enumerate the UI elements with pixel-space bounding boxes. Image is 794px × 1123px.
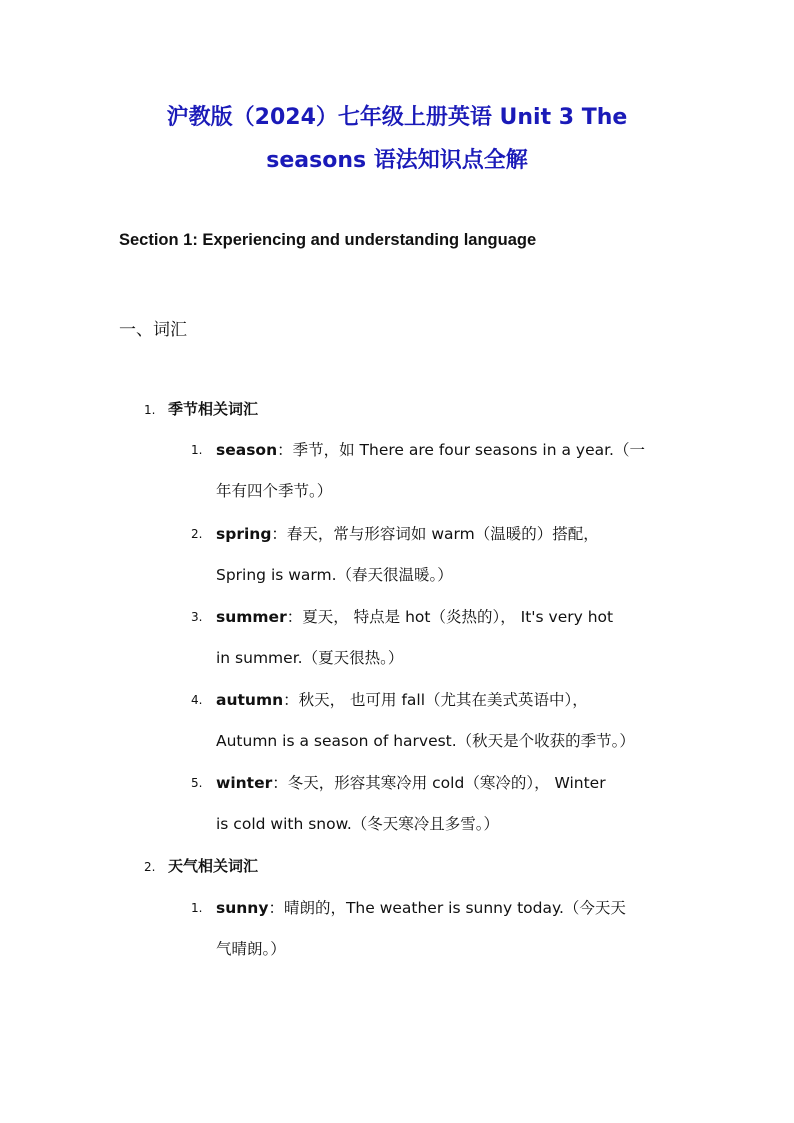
vocab-definition-continued: Autumn is a season of harvest.（秋天是个收获的季节。） <box>216 732 635 750</box>
vocab-definition: ：冬天，形容其寒冷用 cold（寒冷的）， Winter <box>272 774 606 792</box>
list-item <box>191 430 691 512</box>
vocab-definition-continued: Spring is warm.（春天很温暖。） <box>216 566 453 584</box>
list-number: 1. <box>144 403 156 417</box>
vocab-definition-continued: 年有四个季节。） <box>216 482 333 500</box>
category-heading-weather <box>144 855 258 876</box>
vocab-term: spring <box>216 525 272 543</box>
vocab-definition-continued: 气晴朗。） <box>216 940 286 958</box>
vocab-definition: ：季节，如 There are four seasons in a year.（一 <box>277 441 645 459</box>
document-title-line-2: seasons 语法知识点全解 <box>266 148 528 173</box>
section-heading: Section 1: Experiencing and understanding language <box>119 231 537 249</box>
category-heading-seasons <box>144 398 258 419</box>
vocab-definition: ：秋天， 也可用 fall（尤其在美式英语中）， <box>283 691 588 709</box>
vocab-term: winter <box>216 774 273 792</box>
vocab-definition: ：晴朗的，The weather is sunny today.（今天天 <box>268 899 626 917</box>
vocab-term: summer <box>216 608 287 626</box>
category-label: 季节相关词汇 <box>168 400 259 418</box>
list-item <box>191 597 691 679</box>
list-item <box>191 888 691 970</box>
list-item <box>191 763 691 845</box>
part-heading: 一、词汇 <box>119 320 187 340</box>
vocab-term: sunny <box>216 899 269 917</box>
list-item <box>191 514 691 596</box>
list-number: 5. <box>191 776 203 790</box>
vocab-definition-continued: in summer.（夏天很热。） <box>216 649 404 667</box>
list-number: 3. <box>191 610 203 624</box>
category-label: 天气相关词汇 <box>168 857 259 875</box>
document-title-line-1: 沪教版（2024）七年级上册英语 Unit 3 The <box>166 105 628 130</box>
vocab-definition-continued: is cold with snow.（冬天寒冷且多雪。） <box>216 815 500 833</box>
vocab-definition: ：春天，常与形容词如 warm（温暖的）搭配， <box>271 525 599 543</box>
list-item <box>191 680 691 762</box>
vocab-term: autumn <box>216 691 284 709</box>
vocab-term: season <box>216 441 278 459</box>
list-number: 1. <box>191 901 203 915</box>
list-number: 4. <box>191 693 203 707</box>
list-number: 2. <box>144 860 156 874</box>
list-number: 1. <box>191 443 203 457</box>
list-number: 2. <box>191 527 203 541</box>
vocab-definition: ：夏天， 特点是 hot（炎热的）， It's very hot <box>286 608 614 626</box>
